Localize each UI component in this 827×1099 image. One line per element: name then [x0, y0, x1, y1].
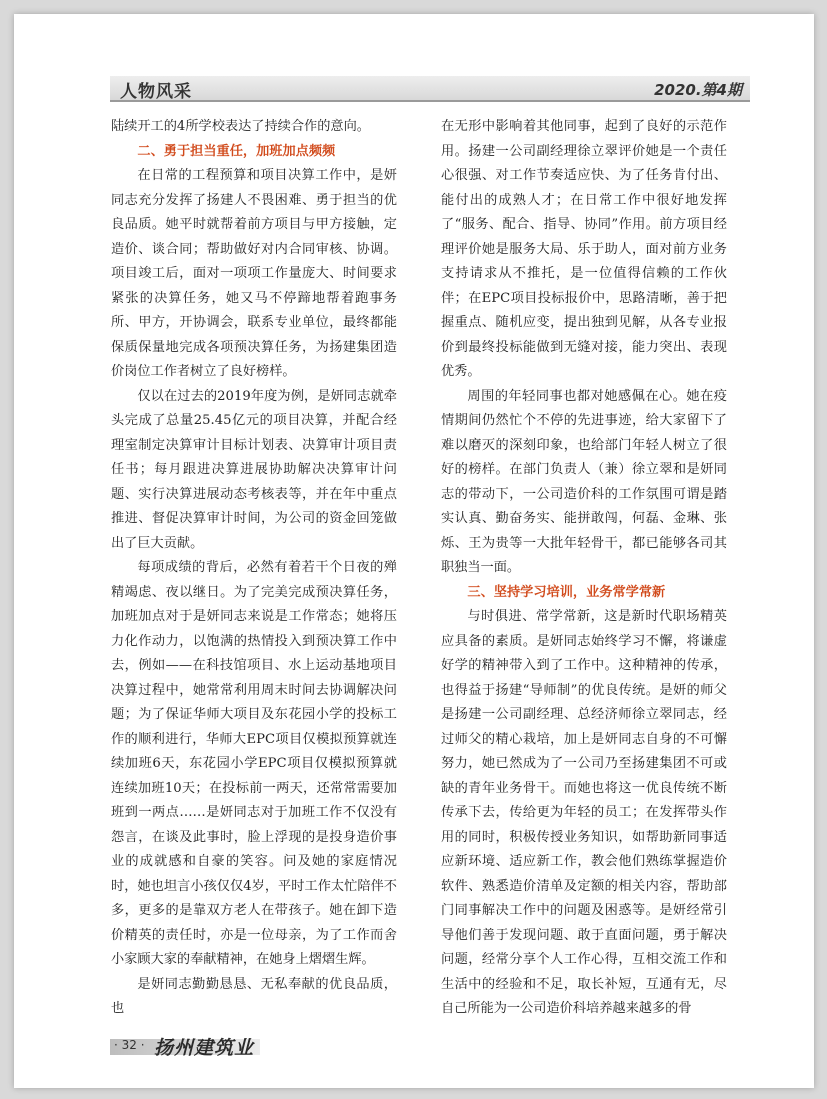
paragraph: 在日常的工程预算和项目决算工作中，是妍同志充分发挥了扬建人不畏困难、勇于担当的优良品质。她平时就帮着前方项目与甲方接触，定造价、谈合同；帮助做好对内合同审核、协调。项目竣工后，面对一项项工作量庞大、时间要求紧张的决算任务，她又马不停蹄地帮着跑事务所、甲方，开协调会，联系专业单位，最终都能保质保量地完成各项预决算任务，为扬建集团造价岗位工作者树立了良好榜样。 — [111, 168, 397, 379]
paragraph: 与时俱进、常学常新，这是新时代职场精英应具备的素质。是妍同志始终学习不懈，将谦虚好学的精神带入到了工作中。这种精神的传承，也得益于扬建“导师制”的优良传统。是妍的师父是扬建一公司副经理、总经济师徐立翠同志，经过师父的精心栽培，加上是妍同志自身的不可懈努力，她已然成为了一公司乃至扬建集团不可或缺的青年业务骨干。而她也将这一优良传统不断传承下去，传给更为年轻的员工；在发挥带头作用的同时，积极传授业务知识，如帮助新同事适应新环境、适应新工作，教会他们熟练掌握造价软件、熟悉造价清单及定额的相关内容，帮助部门同事解决工作中的问题及困惑等。是妍经常引导他们善于发现问题、敢于直面问题，勇于解决问题，经常分享个人工作心得，互相交流工作和生活中的经验和不足，取长补短，互通有无，尽自己所能为一公司造价科培养越来越多的骨 — [441, 609, 727, 1016]
page-header — [110, 76, 750, 102]
paragraph: 周围的年轻同事也都对她感佩在心。她在疫情期间仍然忙个不停的先进事迹，给大家留下了难以磨灭的深刻印象，也给部门年轻人树立了很好的榜样。在部门负责人（兼）徐立翠和是妍同志的带动下，一公司造价科的工作氛围可谓是踏实认真、勤奋务实、能拼敢闯，何磊、金琳、张烁、王为贵等一大批年轻骨干，都已能够各司其职独当一面。 — [441, 388, 727, 575]
paragraph: 每项成绩的背后，必然有着若干个日夜的殚精竭虑、夜以继日。为了完美完成预决算任务，加班加点对于是妍同志来说是工作常态；她将压力化作动力，以饱满的热情投入到预决算工作中去，例如——在科技馆项目、水上运动基地项目决算过程中，她常常利用周末时间去协调解决问题；为了保证华师大项目及东花园小学的投标工作的顺利进行，华师大EPC项目仅模拟预算就连续加班6天，东花园小学EPC项目仅模拟预算就连续加班10天；在投标前一两天，还常常需要加班到一两点……是妍同志对于加班工作不仅没有怨言，在谈及此事时，脸上浮现的是投身造价事业的成就感和自豪的笑容。问及她的家庭情况时，她也坦言小孩仅仅4岁，平时工作太忙陪伴不多，更多的是靠双方老人在带孩子。她在卸下造价精英的责任时，亦是一位母亲，为了工作而舍小家顾大家的奉献精神，在她身上熠熠生辉。 — [111, 560, 397, 967]
page-footer — [110, 1035, 290, 1057]
left-column — [111, 115, 397, 1022]
page-sheet — [14, 14, 814, 1088]
right-column — [441, 115, 727, 1022]
page-number: · 32 · — [114, 1038, 145, 1052]
paragraph: 在无形中影响着其他同事，起到了良好的示范作用。扬建一公司副经理徐立翠评价她是一个责任心很强、对工作节奏适应快、为了任务肯付出、能付出的成熟人才；在日常工作中很好地发挥了“服务、配合、指导、协同”作用。前方项目经理评价她是服务大局、乐于助人，面对前方业务支持请求从不推托，是一位值得信赖的工作伙伴；在EPC项目投标报价中，思路清晰，善于把握重点、随机应变，提出独到见解，从各专业报价到最终投标能做到无缝对接，能力突出、表现优秀。 — [441, 119, 727, 379]
section-title: 人物风采 — [120, 82, 192, 102]
issue-label: 2020.第4期 — [654, 81, 742, 99]
paragraph: 陆续开工的4所学校表达了持续合作的意向。 — [111, 119, 370, 134]
paragraph: 是妍同志勤勤恳恳、无私奉献的优良品质，也 — [111, 976, 397, 1016]
magazine-logo: 扬州建筑业 — [154, 1037, 255, 1059]
section-heading: 二、勇于担当重任，加班加点频频 — [137, 143, 336, 159]
paragraph: 仅以在过去的2019年度为例，是妍同志就牵头完成了总量25.45亿元的项目决算，并配合经理室制定决算审计目标计划表、决算审计项目责任书；每月跟进决算进展协助解决决算审计问题、实行决算进展动态考核表等，并在年中重点推进、督促决算审计时间，为公司的资金回笼做出了巨大贡献。 — [111, 388, 397, 551]
section-heading: 三、坚持学习培训，业务常学常新 — [467, 584, 666, 600]
